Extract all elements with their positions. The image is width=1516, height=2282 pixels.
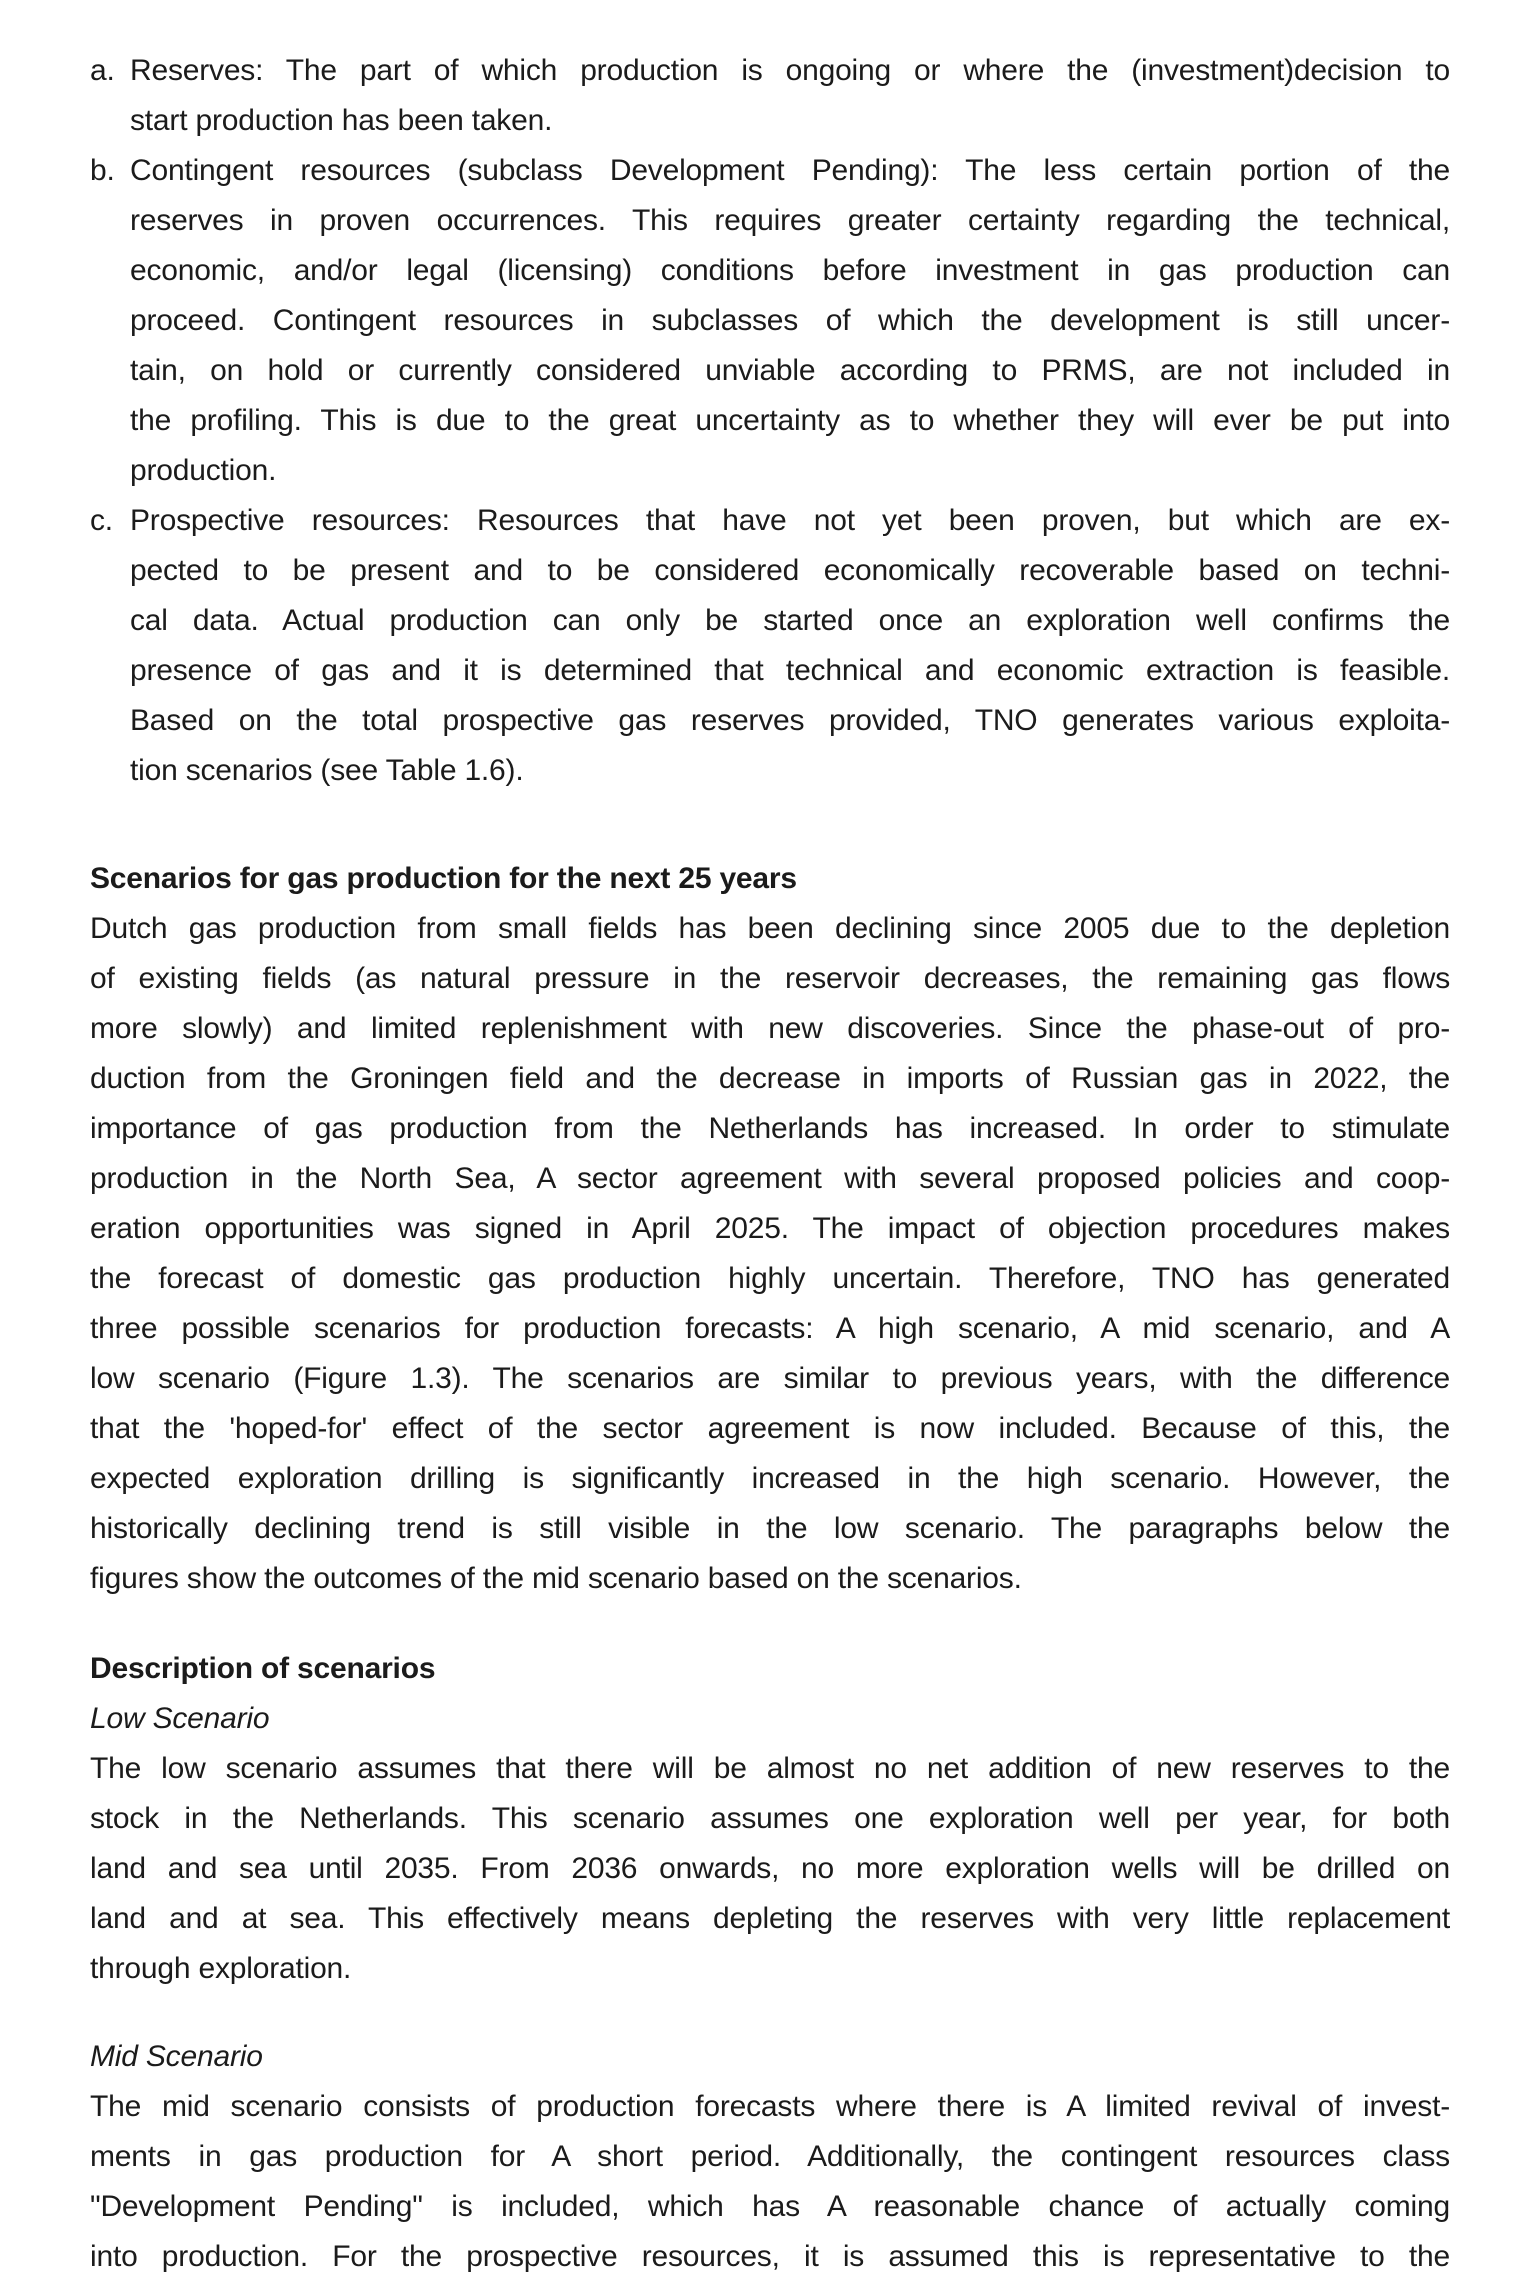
list-item-marker: b. xyxy=(90,154,115,187)
list-item-marker: c. xyxy=(90,504,113,537)
list-item-contingent-resources xyxy=(90,146,1450,496)
text-line: pected to be present and to be considered economically recoverable based on techni- xyxy=(130,554,1450,587)
text-line: the forecast of domestic gas production highly uncertain. Therefore, TNO has generated xyxy=(90,1262,1450,1295)
text-line: eration opportunities was signed in April 2025. The impact of objection procedures makes xyxy=(90,1212,1450,1245)
text-line: tain, on hold or currently considered unviable according to PRMS, are not included in xyxy=(130,354,1450,387)
text-line: proceed. Contingent resources in subclasses of which the development is still uncer- xyxy=(130,304,1450,337)
text-line: Dutch gas production from small fields has been declining since 2005 due to the depletion xyxy=(90,912,1450,945)
subsection-heading-low-scenario: Low Scenario xyxy=(90,1702,270,1735)
text-line: expected exploration drilling is significantly increased in the high scenario. However, the xyxy=(90,1462,1450,1495)
text-line: production. xyxy=(130,454,277,487)
text-line: that the 'hoped-for' effect of the sector agreement is now included. Because of this, the xyxy=(90,1412,1450,1445)
text-line: stock in the Netherlands. This scenario assumes one exploration well per year, for both xyxy=(90,1802,1450,1835)
text-line: ments in gas production for A short period. Additionally, the contingent resources class xyxy=(90,2140,1450,2173)
text-line: production in the North Sea, A sector agreement with several proposed policies and coop- xyxy=(90,1162,1450,1195)
text-line: tion scenarios (see Table 1.6). xyxy=(130,754,524,787)
text-line: The mid scenario consists of production forecasts where there is A limited revival of invest- xyxy=(90,2090,1450,2123)
text-line: "Development Pending" is included, which has A reasonable chance of actually coming xyxy=(90,2190,1450,2223)
section-heading-description: Description of scenarios xyxy=(90,1652,436,1685)
text-line: presence of gas and it is determined that technical and economic extraction is feasible. xyxy=(130,654,1450,687)
list-item-marker: a. xyxy=(90,54,115,87)
text-line: The low scenario assumes that there will be almost no net addition of new reserves to the xyxy=(90,1752,1450,1785)
list-item-prospective-resources xyxy=(90,496,1450,796)
text-line: importance of gas production from the Netherlands has increased. In order to stimulate xyxy=(90,1112,1450,1145)
text-line: three possible scenarios for production forecasts: A high scenario, A mid scenario, and A xyxy=(90,1312,1450,1345)
text-line: Contingent resources (subclass Development Pending): The less certain portion of the xyxy=(130,154,1450,187)
text-line: cal data. Actual production can only be started once an exploration well confirms the xyxy=(130,604,1450,637)
text-line: Based on the total prospective gas reserves provided, TNO generates various exploita- xyxy=(130,704,1450,737)
text-line: duction from the Groningen field and the decrease in imports of Russian gas in 2022, the xyxy=(90,1062,1450,1095)
list-item-reserves xyxy=(90,46,1450,146)
paragraph-mid-scenario xyxy=(90,2082,1450,2282)
text-line: of existing fields (as natural pressure in the reservoir decreases, the remaining gas flows xyxy=(90,962,1450,995)
text-line: low scenario (Figure 1.3). The scenarios are similar to previous years, with the difference xyxy=(90,1362,1450,1395)
text-line: Prospective resources: Resources that have not yet been proven, but which are ex- xyxy=(130,504,1450,537)
text-line: economic, and/or legal (licensing) conditions before investment in gas production can xyxy=(130,254,1450,287)
text-line: the profiling. This is due to the great uncertainty as to whether they will ever be put into xyxy=(130,404,1450,437)
text-line: through exploration. xyxy=(90,1952,352,1985)
paragraph-low-scenario xyxy=(90,1744,1450,1994)
paragraph-scenarios xyxy=(90,904,1450,1604)
text-line: figures show the outcomes of the mid scenario based on the scenarios. xyxy=(90,1562,1022,1595)
resource-classification-list xyxy=(90,46,1450,796)
text-line: more slowly) and limited replenishment with new discoveries. Since the phase-out of pro- xyxy=(90,1012,1450,1045)
subsection-heading-mid-scenario: Mid Scenario xyxy=(90,2040,263,2073)
text-line: Reserves: The part of which production is ongoing or where the (investment)decision to xyxy=(130,54,1450,87)
text-line: historically declining trend is still visible in the low scenario. The paragraphs below the xyxy=(90,1512,1450,1545)
section-heading-scenarios: Scenarios for gas production for the next 25 years xyxy=(90,862,797,895)
text-line: start production has been taken. xyxy=(130,104,553,137)
text-line: land and sea until 2035. From 2036 onwards, no more exploration wells will be drilled on xyxy=(90,1852,1450,1885)
text-line: into production. For the prospective resources, it is assumed this is representative to the xyxy=(90,2240,1450,2273)
text-line: land and at sea. This effectively means depleting the reserves with very little replacement xyxy=(90,1902,1450,1935)
text-line: reserves in proven occurrences. This requires greater certainty regarding the technical, xyxy=(130,204,1450,237)
